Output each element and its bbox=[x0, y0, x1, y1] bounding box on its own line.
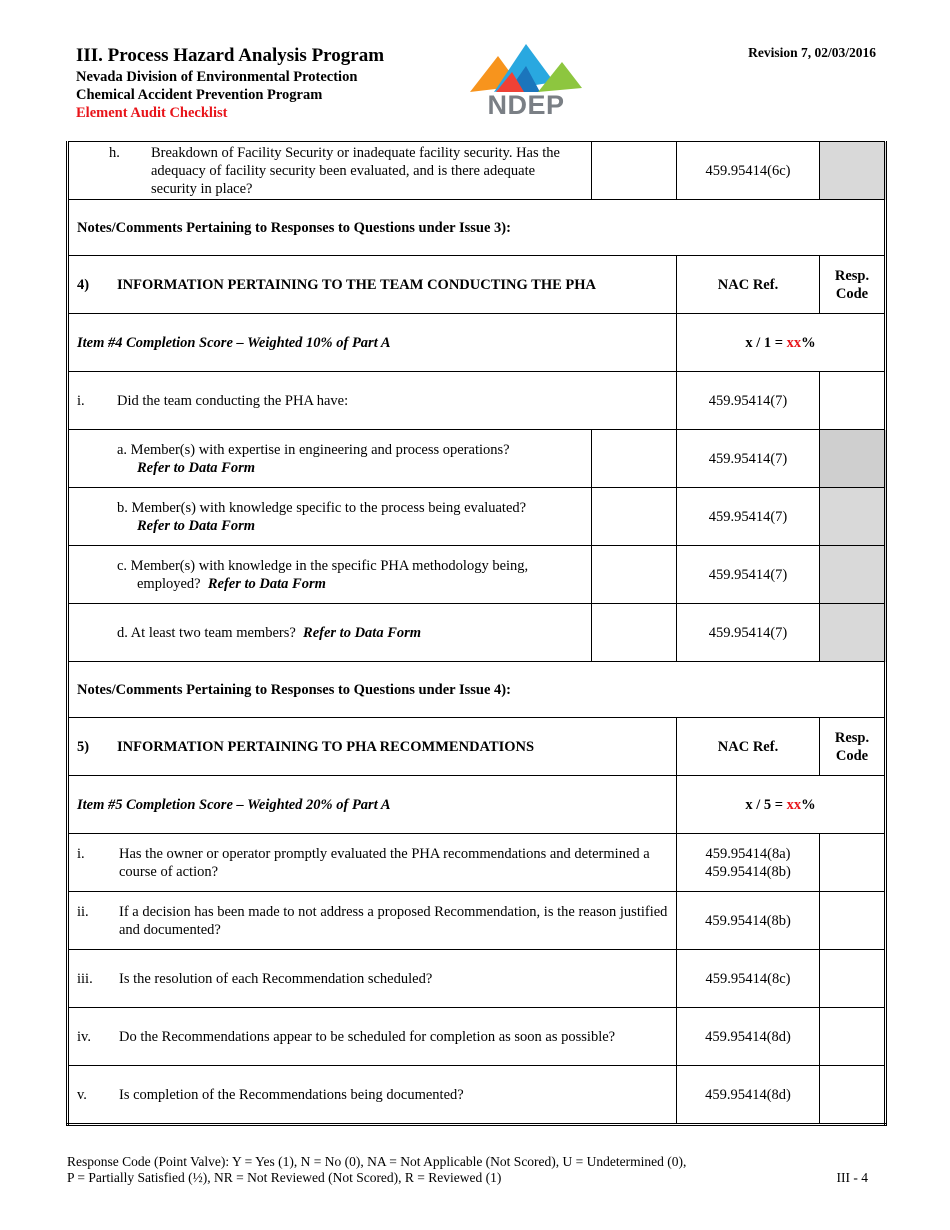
nac-ref: 459.95414(8d) bbox=[677, 1066, 820, 1125]
table-row bbox=[68, 142, 886, 200]
question-cell: i. Has the owner or operator promptly evaluated the PHA recommendations and determined a course of action? bbox=[68, 834, 677, 892]
question-cell: b. Member(s) with knowledge specific to the process being evaluated? Refer to Data Form bbox=[68, 488, 592, 546]
nac-ref: 459.95414(8d) bbox=[677, 1008, 820, 1066]
response-code-cell[interactable] bbox=[820, 488, 886, 546]
document-header bbox=[76, 44, 384, 122]
table-row bbox=[68, 488, 886, 546]
question-cell: a. Member(s) with expertise in engineering and process operations? Refer to Data Form bbox=[68, 430, 592, 488]
nac-ref: 459.95414(8b) bbox=[677, 892, 820, 950]
notes-field-issue-4[interactable]: Notes/Comments Pertaining to Responses to Questions under Issue 4): bbox=[68, 662, 886, 718]
completion-score-value: x / 1 = xx% bbox=[677, 314, 886, 372]
response-code-cell[interactable] bbox=[820, 430, 886, 488]
response-code-cell[interactable] bbox=[820, 372, 886, 430]
table-row bbox=[68, 950, 886, 1008]
response-code-cell[interactable] bbox=[820, 1066, 886, 1125]
section-4-title: 4) INFORMATION PERTAINING TO THE TEAM CONDUCTING THE PHA bbox=[68, 256, 677, 314]
checklist-table bbox=[66, 141, 887, 1126]
resp-code-header: Resp. Code bbox=[820, 256, 886, 314]
score-row bbox=[68, 776, 886, 834]
legend-line-1: Response Code (Point Valve): Y = Yes (1), N = No (0), NA = Not Applicable (Not Scored), U = Undetermined (0), bbox=[67, 1154, 687, 1169]
response-code-cell[interactable] bbox=[820, 604, 886, 662]
table-row bbox=[68, 430, 886, 488]
question-cell: d. At least two team members? Refer to Data Form bbox=[68, 604, 592, 662]
blank-cell bbox=[592, 604, 677, 662]
nac-ref: 459.95414(7) bbox=[677, 372, 820, 430]
nac-ref: 459.95414(8c) bbox=[677, 950, 820, 1008]
resp-code-header: Resp. Code bbox=[820, 718, 886, 776]
nac-ref-header: NAC Ref. bbox=[677, 256, 820, 314]
question-cell: i. Did the team conducting the PHA have: bbox=[68, 372, 677, 430]
table-row bbox=[68, 1008, 886, 1066]
question-cell: c. Member(s) with knowledge in the specific PHA methodology being, employed? Refer to Data Form bbox=[68, 546, 592, 604]
item-label: h. bbox=[109, 144, 120, 161]
response-code-cell[interactable] bbox=[820, 950, 886, 1008]
question-cell: v. Is completion of the Recommendations being documented? bbox=[68, 1066, 677, 1125]
checklist-name: Element Audit Checklist bbox=[76, 105, 228, 121]
legend-line-2: P = Partially Satisfied (½), NR = Not Reviewed (Not Scored), R = Reviewed (1) bbox=[67, 1170, 502, 1185]
document-title: III. Process Hazard Analysis Program bbox=[76, 45, 385, 66]
table-row bbox=[68, 892, 886, 950]
nac-ref: 459.95414(7) bbox=[677, 488, 820, 546]
nac-ref: 459.95414(7) bbox=[677, 546, 820, 604]
notes-field-issue-3[interactable]: Notes/Comments Pertaining to Responses to Questions under Issue 3): bbox=[68, 200, 886, 256]
table-row bbox=[68, 1066, 886, 1125]
blank-cell bbox=[592, 488, 677, 546]
revision-label: Revision 7, 02/03/2016 bbox=[748, 45, 876, 60]
section-5-title: 5) INFORMATION PERTAINING TO PHA RECOMMENDATIONS bbox=[68, 718, 677, 776]
question-cell bbox=[68, 142, 592, 200]
question-text: Breakdown of Facility Security or inadequate facility security. Has the adequacy of facility security been evaluated, and is there adequate security in place? bbox=[151, 144, 560, 197]
nac-ref: 459.95414(6c) bbox=[677, 142, 820, 200]
response-code-cell[interactable] bbox=[820, 546, 886, 604]
question-cell: ii. If a decision has been made to not address a proposed Recommendation, is the reason justified and documented? bbox=[68, 892, 677, 950]
agency-name: Nevada Division of Environmental Protection bbox=[76, 69, 358, 85]
section-header-row bbox=[68, 718, 886, 776]
score-row bbox=[68, 314, 886, 372]
blank-cell bbox=[592, 430, 677, 488]
nac-ref: 459.95414(8a) 459.95414(8b) bbox=[677, 834, 820, 892]
nac-ref: 459.95414(7) bbox=[677, 430, 820, 488]
nac-ref: 459.95414(7) bbox=[677, 604, 820, 662]
nac-ref-header: NAC Ref. bbox=[677, 718, 820, 776]
response-code-cell[interactable] bbox=[820, 1008, 886, 1066]
completion-score-label: Item #5 Completion Score – Weighted 20% of Part A bbox=[68, 776, 677, 834]
ndep-logo bbox=[468, 42, 584, 120]
mountain-logo-icon bbox=[468, 42, 584, 94]
response-code-cell[interactable] bbox=[820, 142, 886, 200]
question-cell: iv. Do the Recommendations appear to be scheduled for completion as soon as possible? bbox=[68, 1008, 677, 1066]
response-code-legend bbox=[67, 1154, 686, 1186]
section-header-row bbox=[68, 256, 886, 314]
notes-row bbox=[68, 662, 886, 718]
response-code-cell[interactable] bbox=[820, 892, 886, 950]
question-cell: iii. Is the resolution of each Recommendation scheduled? bbox=[68, 950, 677, 1008]
notes-row bbox=[68, 200, 886, 256]
blank-cell bbox=[592, 142, 677, 200]
blank-cell bbox=[592, 546, 677, 604]
logo-text: NDEP bbox=[487, 90, 565, 120]
table-row bbox=[68, 604, 886, 662]
response-code-cell[interactable] bbox=[820, 834, 886, 892]
table-row bbox=[68, 834, 886, 892]
completion-score-value: x / 5 = xx% bbox=[677, 776, 886, 834]
completion-score-label: Item #4 Completion Score – Weighted 10% of Part A bbox=[68, 314, 677, 372]
program-name: Chemical Accident Prevention Program bbox=[76, 87, 323, 103]
table-row bbox=[68, 546, 886, 604]
table-row bbox=[68, 372, 886, 430]
page-number: III - 4 bbox=[836, 1170, 868, 1185]
